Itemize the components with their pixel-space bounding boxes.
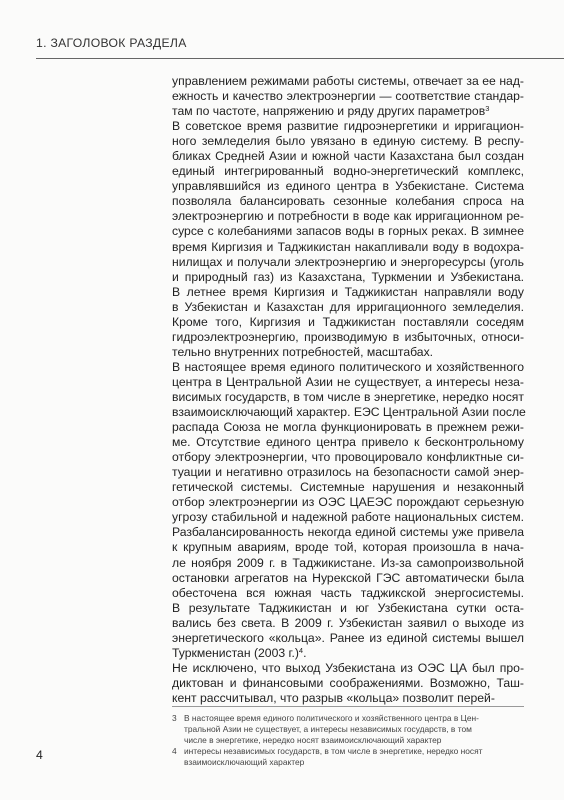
text-line: центра в Центральной Азии не существует, а интересы неза- [172, 374, 524, 389]
text-line: угрозу стабильной и надежной работе национальных систем. [172, 510, 524, 525]
section-header-title: 1. ЗАГОЛОВОК РАЗДЕЛА [36, 36, 187, 50]
text-line: ме. Отсутствие единого центра привело к бесконтрольному [172, 435, 524, 450]
body-paragraph [172, 661, 524, 706]
text-line: тельно внутренних потребностей, масштабах. [172, 344, 434, 359]
text-line: ле ноября 2009 г. в Таджикистане. Из-за самопроизвольной [172, 555, 524, 570]
text-line: Кроме того, Киргизия и Таджикистан поставляли соседям [172, 314, 524, 329]
text-line: электроэнергию и потребности в воде как ирригационном ре- [172, 209, 524, 224]
footnote-number: 3 [172, 713, 177, 723]
footnote-line: числе в энергетике, нередко носят взаимоисключающий характер [184, 734, 442, 745]
text-line: Туркменистан (2003 г.)$^4$. [172, 645, 307, 660]
footnote [172, 713, 524, 745]
footnote-line: интересы независимых государств, в том числе в энергетике, нередко носят [184, 746, 483, 757]
text-line: кент рассчитывал, что разрыв «кольца» позволит перей- [172, 690, 495, 705]
text-line: Не исключено, что выход Узбекистана из ОЭС ЦА был про- [172, 660, 524, 675]
text-line: отбор электроэнергии из ОЭС ЦАЕЭС порождают серьезную [172, 495, 524, 510]
text-line: обесточена вся южная часть таджикской энергосистемы. [172, 585, 524, 600]
footnote-reference[interactable]: 3 [485, 104, 490, 114]
footnote-number: 4 [172, 746, 177, 757]
text-line: нилищах и получали электроэнергию и энергоресурсы (уголь [172, 254, 524, 269]
text-line: висимых государств, в том числе в энергетике, нередко носят [172, 389, 524, 404]
text-line: гидроэлектроэнергию, производимую в избыточных, относи- [172, 329, 524, 344]
text-line: позволяла балансировать сезонные колебания спроса на [172, 194, 524, 209]
text-line: там по частоте, напряжению и ряду других параметров$^3$ [172, 104, 490, 119]
text-line: единый интегрированный водно-энергетический комплекс, [172, 164, 524, 179]
text-line: В советское время развитие гидроэнергетики и ирригацион- [172, 119, 524, 134]
footnote-reference[interactable]: 4 [298, 645, 304, 655]
footnote-text [184, 713, 479, 745]
text-line: В настоящее время единого политического и хозяйственного [172, 359, 524, 374]
footnote-rule [172, 706, 524, 707]
text-line: управлением режимами работы системы, отвечает за ее над- [172, 74, 524, 88]
body-paragraph [172, 360, 524, 661]
text-line: ежность и качество электроэнергии — соответствие стандар- [172, 89, 524, 104]
body-paragraph [172, 74, 524, 119]
footnote-line: взаимоисключающий характер [184, 757, 305, 768]
text-line: управлявшийся из единого центра в Узбекистане. Система [172, 179, 524, 194]
text-line: отбору электроэнергии, что провоцировало конфликтные си- [172, 450, 524, 465]
footnote-line: тральной Азии не существует, а интересы независимых государств, в том [184, 723, 472, 734]
text-line: вались без света. В 2009 г. Узбекистан заявил о выходе из [172, 615, 524, 630]
text-line: Разбалансированность некогда единой системы уже привела [172, 525, 524, 540]
text-line: диктован и финансовыми соображениями. Возможно, Таш- [172, 675, 524, 690]
text-line: в Узбекистан и Казахстан для ирригационного земледелия. [172, 299, 524, 314]
header-rule [36, 58, 564, 59]
footnote [172, 746, 524, 768]
text-line: В результате Таджикистан и юг Узбекистана сутки оста- [172, 600, 524, 615]
text-line: В летнее время Киргизия и Таджикистан направляли воду [172, 284, 524, 299]
footnotes [172, 713, 524, 769]
body-text [172, 74, 524, 706]
text-line: и природный газ) из Казахстана, Туркмении и Узбекистана. [172, 269, 524, 284]
page-number: 4 [36, 748, 43, 762]
body-paragraph [172, 119, 524, 360]
footnote-line: В настоящее время единого политического и хозяйственного центра в Цен- [184, 713, 479, 723]
text-line: сурсе с колебаниями запасов воды в горных реках. В зимнее [172, 224, 524, 239]
text-line: взаимоисключающий характер. ЕЭС Центральной Азии после [172, 405, 526, 420]
text-line: время Киргизия и Таджикистан накапливали воду в водохра- [172, 239, 524, 254]
text-line: гетической системы. Системные нарушения и незаконный [172, 480, 524, 495]
text-line: туации и негативно отразилось на безопасности самой энер- [172, 465, 524, 480]
text-line: бликах Средней Азии и южной части Казахстана был создан [172, 149, 524, 164]
text-line: ного земледелия было увязано в единую систему. В респу- [172, 134, 524, 149]
text-line: к крупным авариям, вроде той, которая произошла в нача- [172, 540, 524, 555]
footnote-text [184, 746, 482, 768]
text-line: остановки агрегатов на Нурекской ГЭС автоматически была [172, 570, 524, 585]
text-line: распада Союза не могла функционировать в прежнем режи- [172, 420, 524, 435]
text-line: энергетического «кольца». Ранее из единой системы вышел [172, 630, 524, 645]
